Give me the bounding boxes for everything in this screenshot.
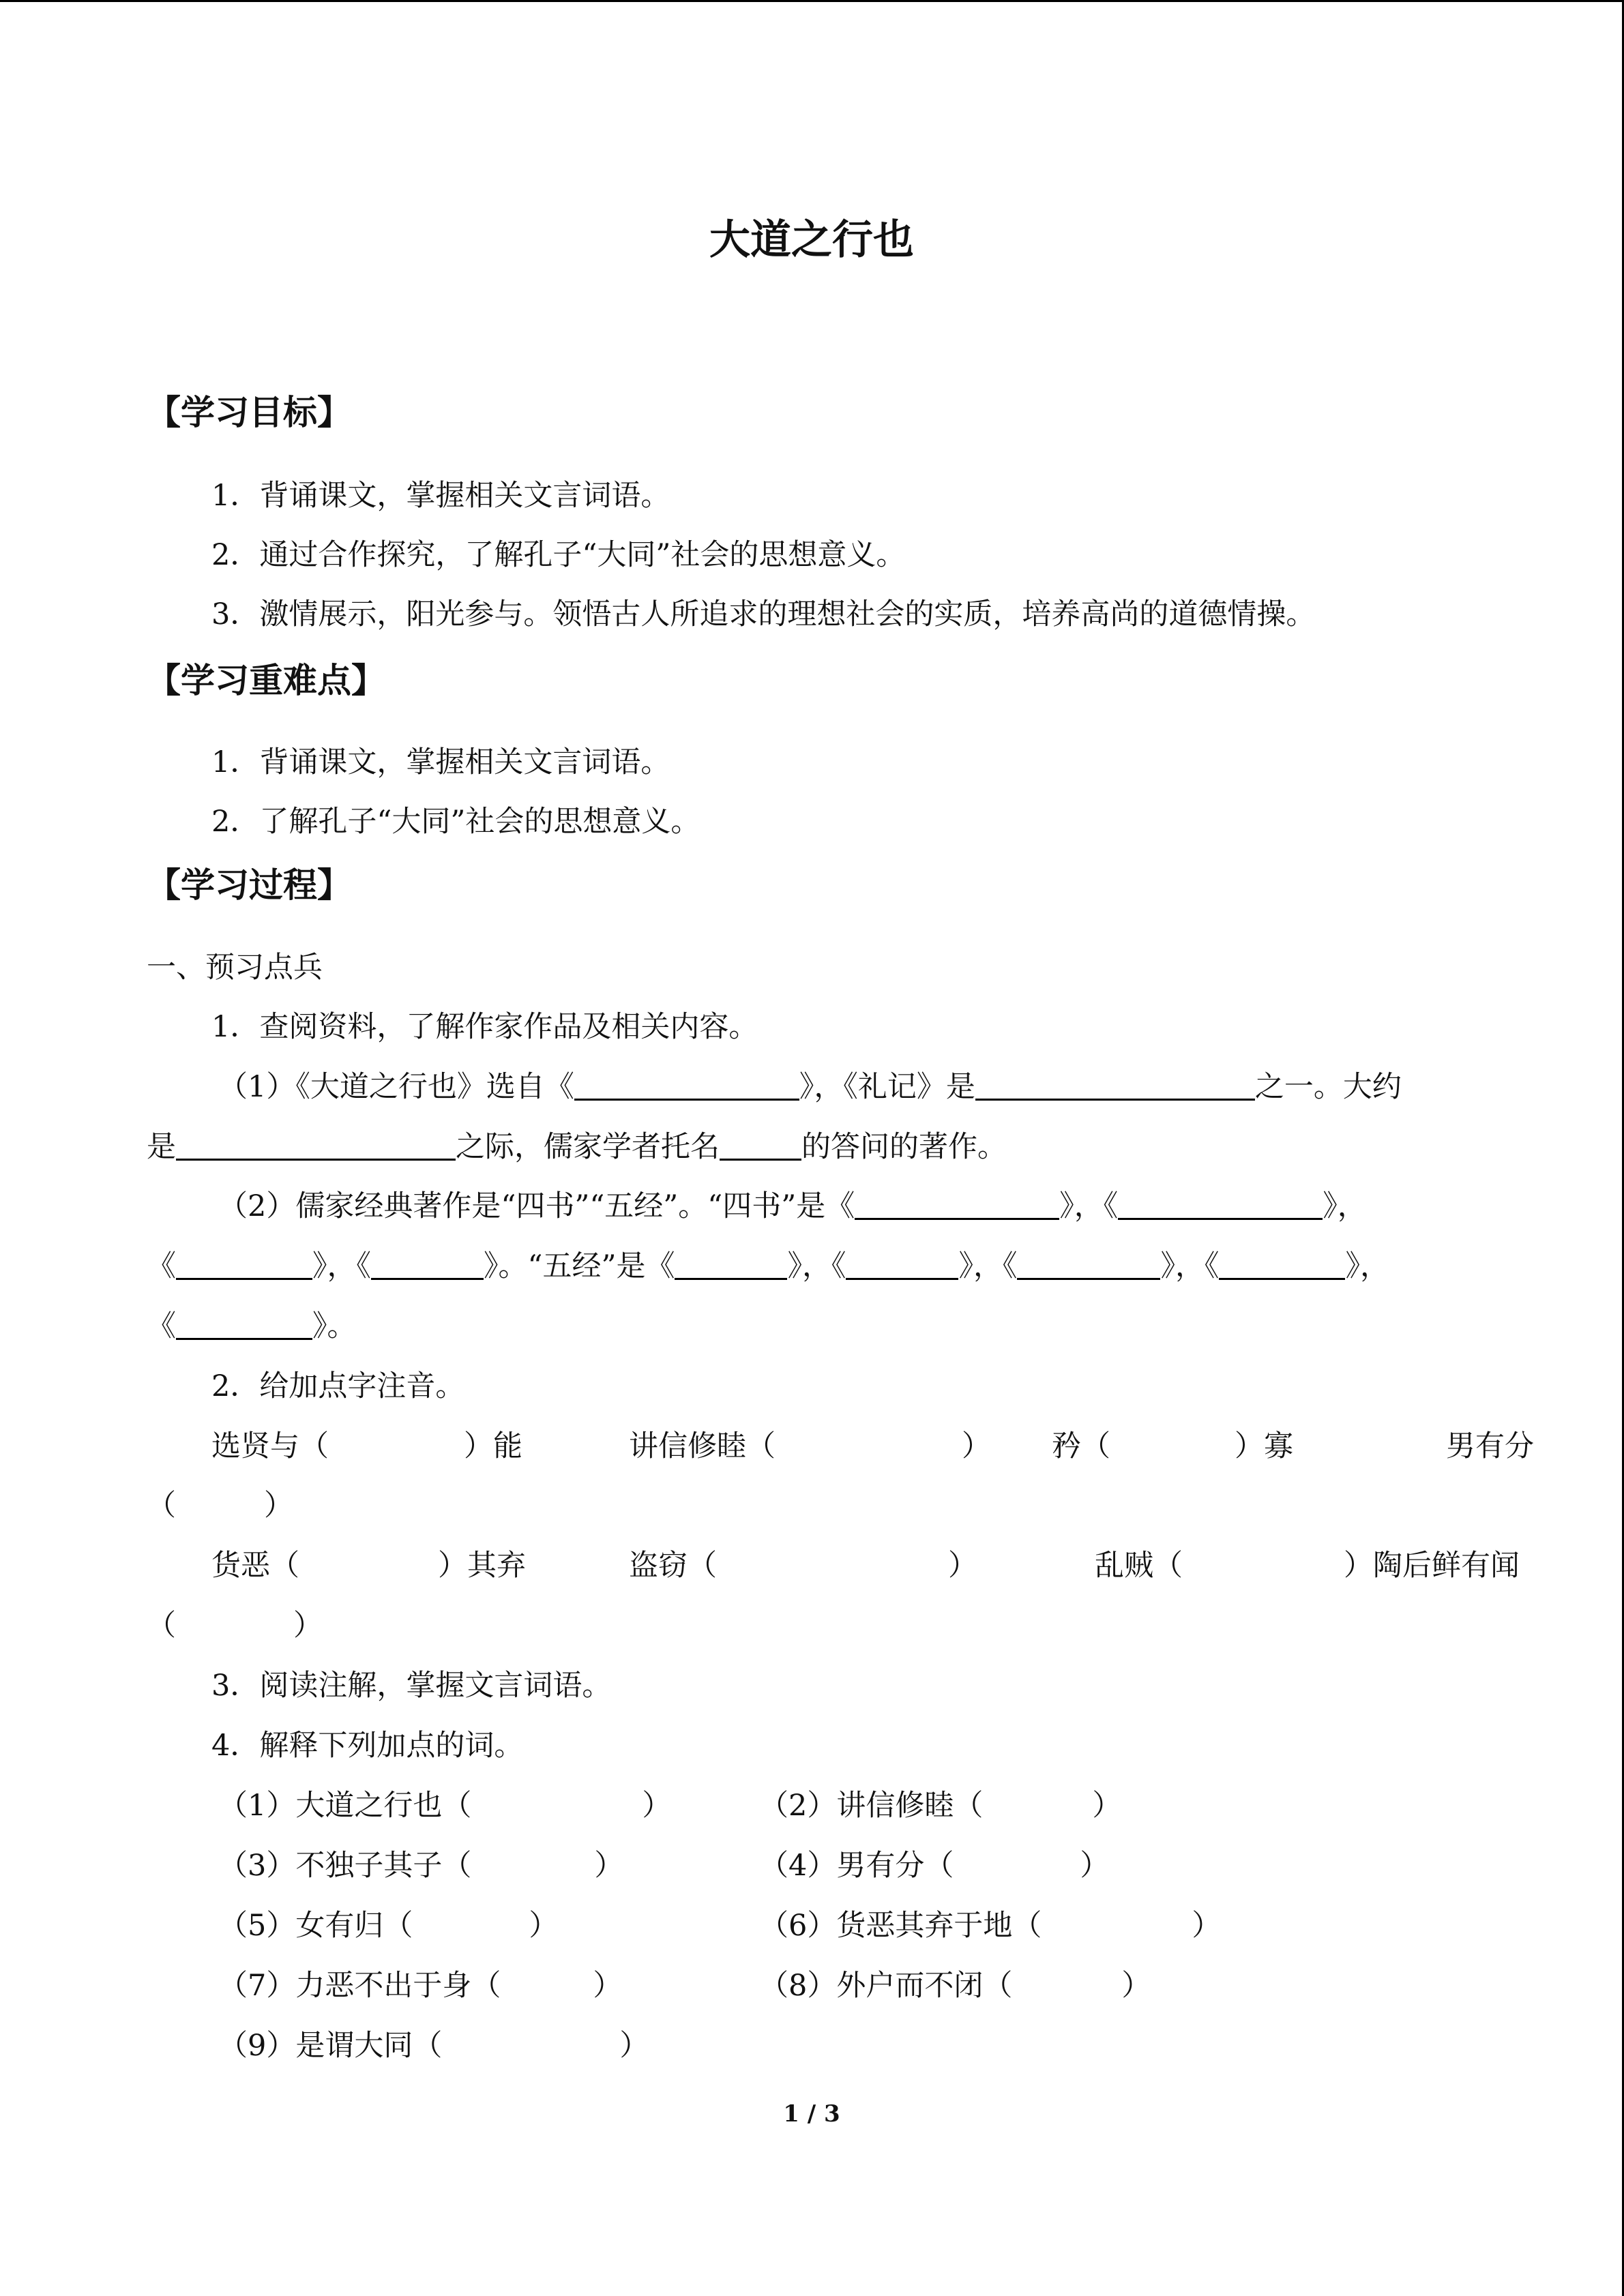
blank-field[interactable] xyxy=(1017,1249,1160,1280)
goal-item-1: 1．背诵课文，掌握相关文言词语。 xyxy=(211,479,670,513)
goal-item-3: 3．激情展示，阳光参与。领悟古人所追求的理想社会的实质，培养高尚的道德情操。 xyxy=(211,597,1316,631)
explain-item-8: （8）外户而不闭（ ） xyxy=(759,1969,1151,2003)
question-3: 3．阅读注解，掌握文言词语。 xyxy=(211,1669,612,1703)
key-point-item-1: 1．背诵课文，掌握相关文言词语。 xyxy=(211,745,670,779)
explain-item-5: （5）女有归（ ） xyxy=(218,1909,559,1943)
question-1-2-line-3: 《 》。 xyxy=(147,1309,357,1343)
part-preview: 一、预习点兵 xyxy=(147,951,323,985)
blank-field[interactable] xyxy=(176,1309,312,1340)
document-title: 大道之行也 xyxy=(709,216,914,264)
blank-field[interactable] xyxy=(975,1070,1255,1101)
page-top-border xyxy=(0,0,1624,2)
blank-field[interactable] xyxy=(176,1130,456,1161)
question-1-2-line-2: 《 》，《 》。“五经”是《 》，《 》，《 》，《 》， xyxy=(147,1249,1389,1283)
blank-field[interactable] xyxy=(720,1130,801,1161)
explain-item-4: （4）男有分（ ） xyxy=(759,1849,1110,1883)
question-1-1-line-2: 是 之际，儒家学者托名 的答问的著作。 xyxy=(147,1130,1007,1164)
blank-field[interactable] xyxy=(846,1249,958,1280)
explain-item-1: （1）大道之行也（ ） xyxy=(218,1789,672,1823)
heading-process: 【学习过程】 xyxy=(147,865,351,905)
explain-item-3: （3）不独子其子（ ） xyxy=(218,1849,624,1883)
question-2: 2．给加点字注音。 xyxy=(211,1369,465,1403)
goal-item-2: 2．通过合作探究，了解孔子“大同”社会的思想意义。 xyxy=(211,538,906,572)
blank-field[interactable] xyxy=(1118,1189,1323,1220)
question-1-2-line-1: （2）儒家经典著作是“四书”“五经”。“四书”是《 》，《 》， xyxy=(218,1189,1367,1223)
blank-field[interactable] xyxy=(371,1249,484,1280)
pinyin-row-1-wrap: （ ） xyxy=(147,1489,293,1523)
key-point-item-2: 2．了解孔子“大同”社会的思想意义。 xyxy=(211,805,700,839)
explain-item-7: （7）力恶不出于身（ ） xyxy=(218,1969,623,2003)
page-number: 1 / 3 xyxy=(783,2100,840,2128)
pinyin-row-2-wrap: （ ） xyxy=(147,1609,323,1643)
blank-field[interactable] xyxy=(1219,1249,1345,1280)
blank-field[interactable] xyxy=(675,1249,787,1280)
blank-field[interactable] xyxy=(574,1070,799,1101)
question-4: 4．解释下列加点的词。 xyxy=(211,1729,524,1763)
explain-item-6: （6）货恶其弃于地（ ） xyxy=(759,1909,1222,1943)
question-1-1-line-1: （1）《大道之行也》选自《 》，《礼记》是 之一。大约 xyxy=(218,1070,1402,1104)
heading-goals: 【学习目标】 xyxy=(147,393,351,432)
explain-item-2: （2）讲信修睦（ ） xyxy=(759,1789,1122,1823)
blank-field[interactable] xyxy=(176,1249,312,1280)
explain-item-9: （9）是谓大同（ ） xyxy=(218,2029,649,2063)
heading-key-points: 【学习重难点】 xyxy=(147,661,385,700)
blank-field[interactable] xyxy=(855,1189,1059,1220)
question-1: 1．查阅资料，了解作家作品及相关内容。 xyxy=(211,1010,758,1044)
